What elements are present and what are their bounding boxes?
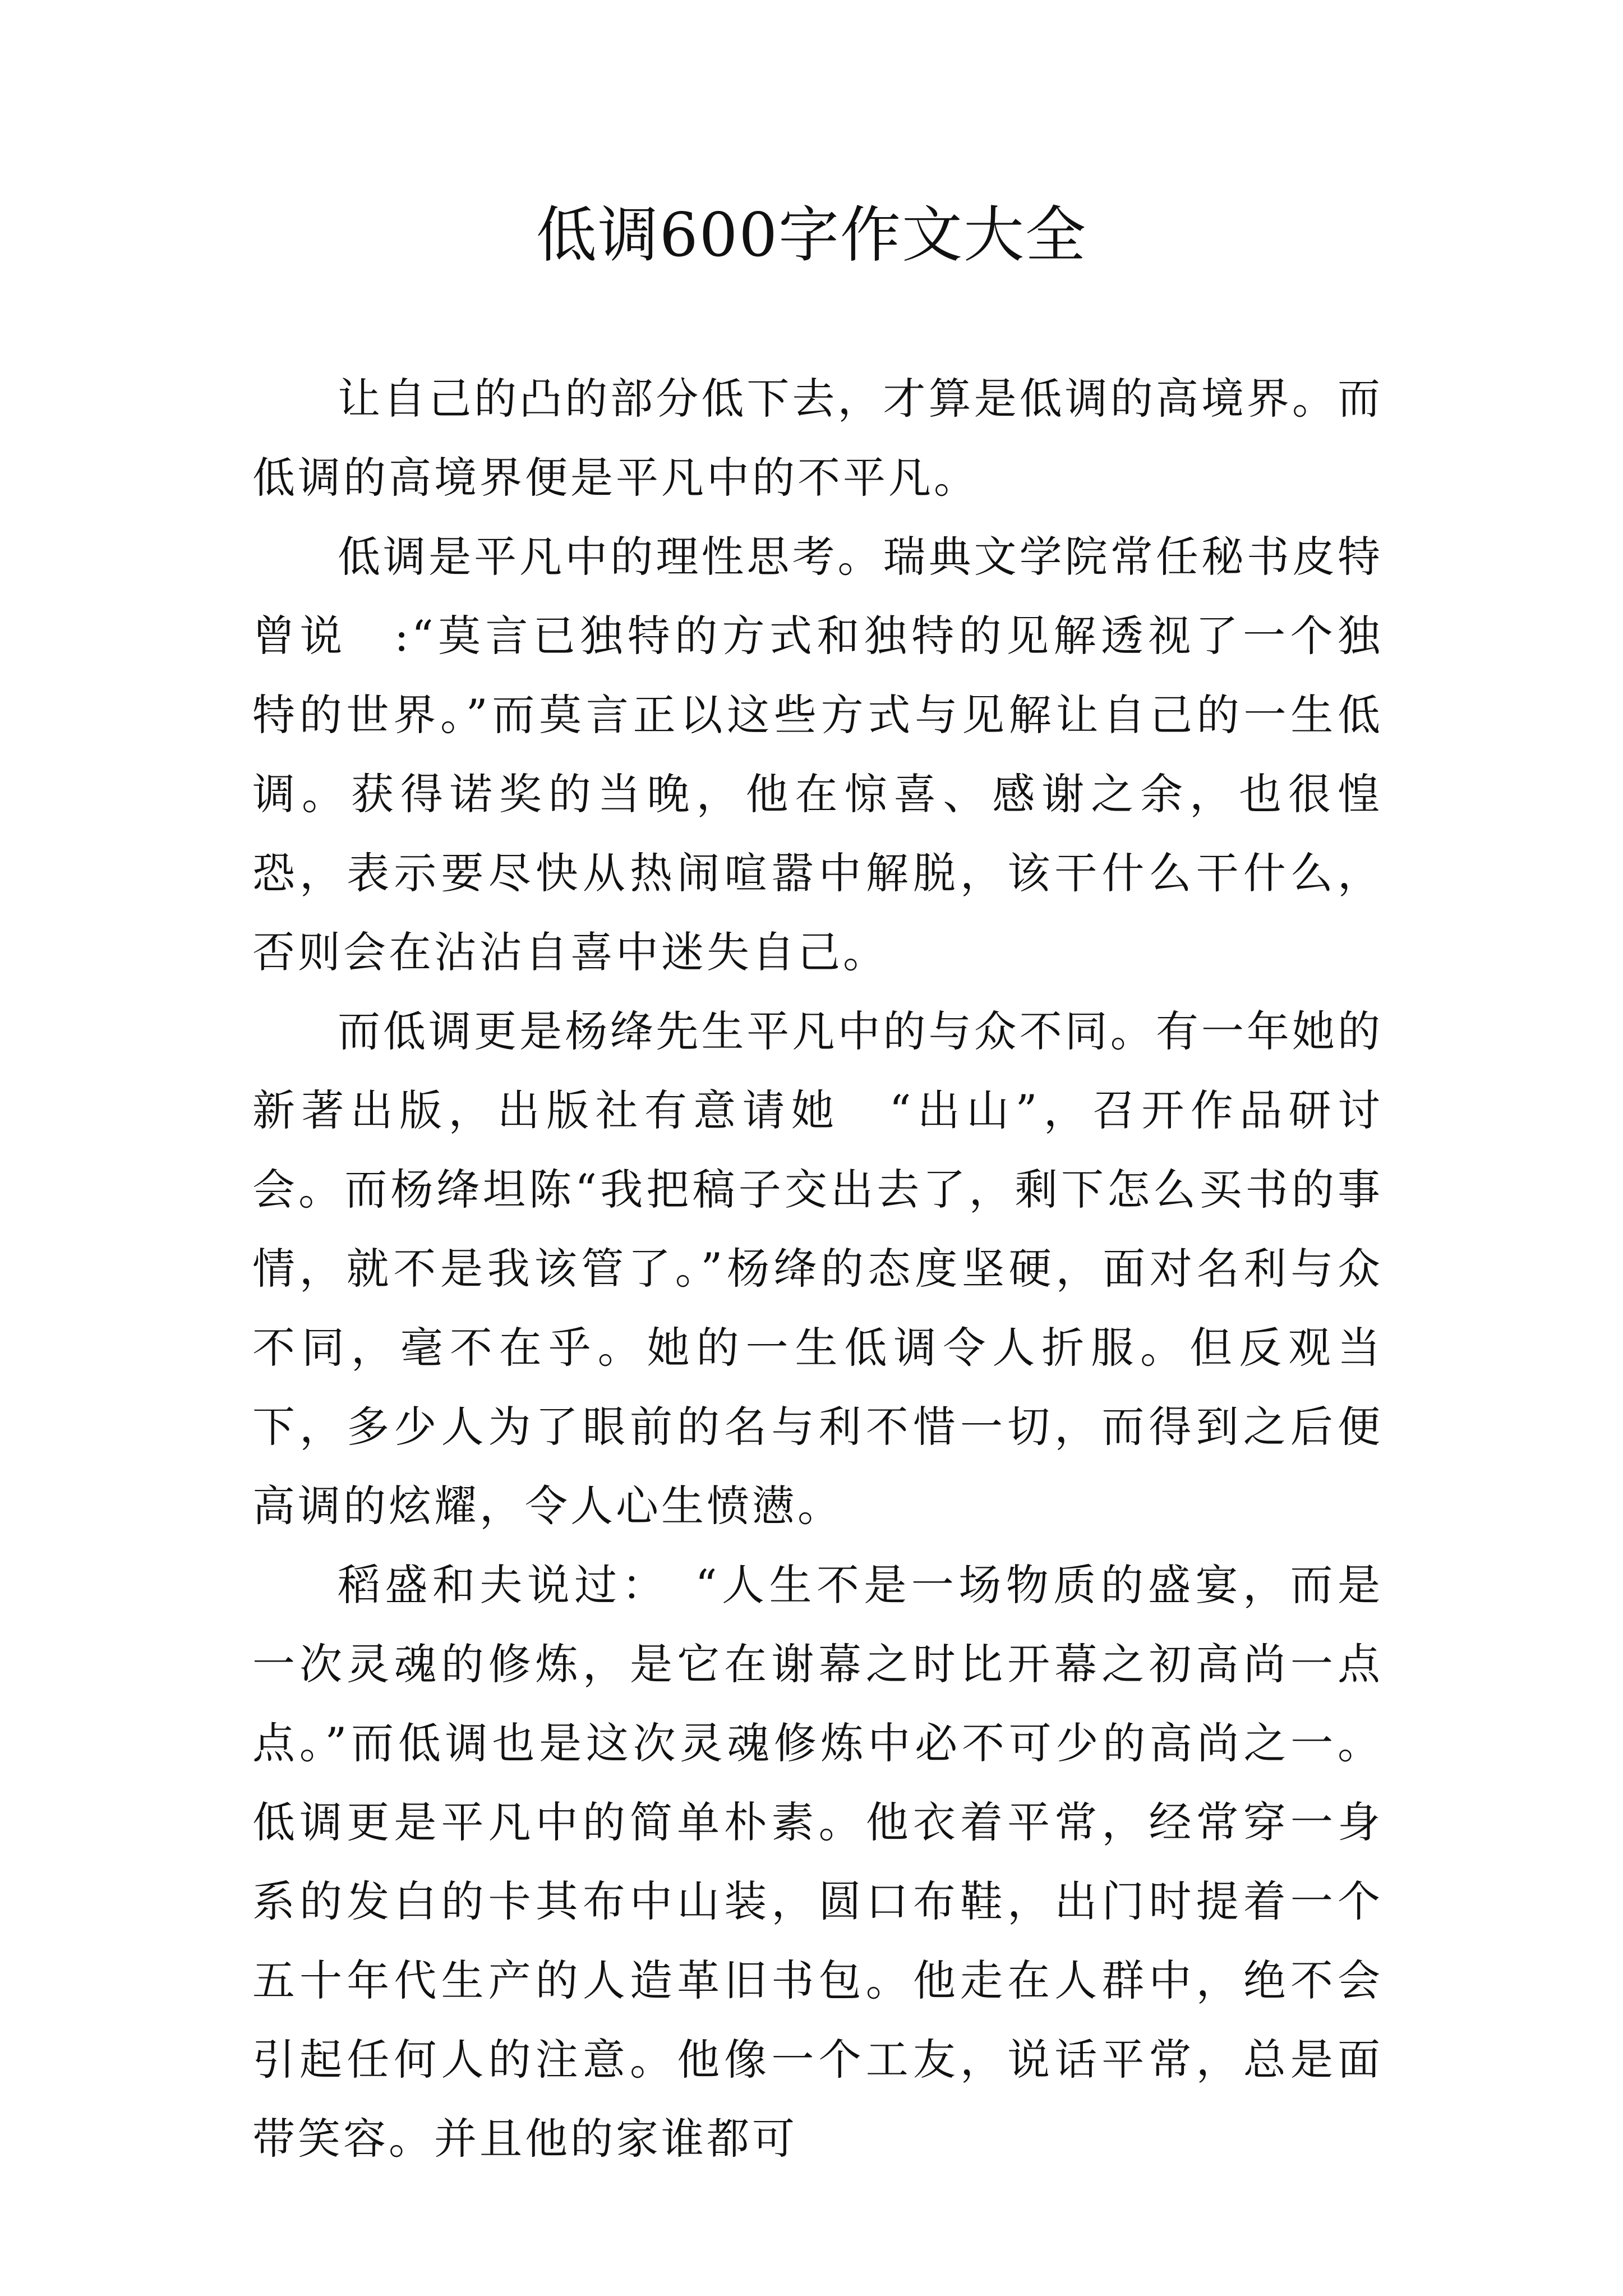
paragraph-1: 让自己的凸的部分低下去，才算是低调的高境界。而低调的高境界便是平凡中的不平凡。: [252, 374, 1383, 503]
paragraph-2: 低调是平凡中的理性思考。瑞典文学院常任秘书皮特曾说 :“莫言已独特的方式和独特的见解透视了一个独特的世界。”而莫言正以这些方式与见解让自己的一生低调。获得诺奖的当晚，他在惊喜、感谢之余，也很惶恐，表示要尽快从热闹喧嚣中解脱，该干什么干什么，否则会在沾沾自喜中迷失自己。: [252, 532, 1383, 977]
document-body: [252, 359, 1383, 2178]
paragraph-3: 而低调更是杨绛先生平凡中的与众不同。有一年她的新著出版，出版社有意请她 “出山”，召开作品研讨会。而杨绛坦陈“我把稿子交出去了，剩下怎么买书的事情，就不是我该管了。”杨绛的态度坚硬，面对名利与众不同，毫不在乎。她的一生低调令人折服。但反观当下，多少人为了眼前的名与利不惜一切，而得到之后便高调的炫耀，令人心生愤懑。: [252, 1006, 1383, 1531]
document-title: 低调600字作文大全: [536, 200, 1087, 270]
paragraph-4: 稻盛和夫说过： “人生不是一场物质的盛宴，而是一次灵魂的修炼，是它在谢幕之时比开幕之初高尚一点点。”而低调也是这次灵魂修炼中必不可少的高尚之一。低调更是平凡中的简单朴素。他衣着平常，经常穿一身系的发白的卡其布中山装，圆口布鞋，出门时提着一个五十年代生产的人造革旧书包。他走在人群中，绝不会引起任何人的注意。他像一个工友，说话平常，总是面带笑容。并且他的家谁都可: [252, 1560, 1383, 2164]
